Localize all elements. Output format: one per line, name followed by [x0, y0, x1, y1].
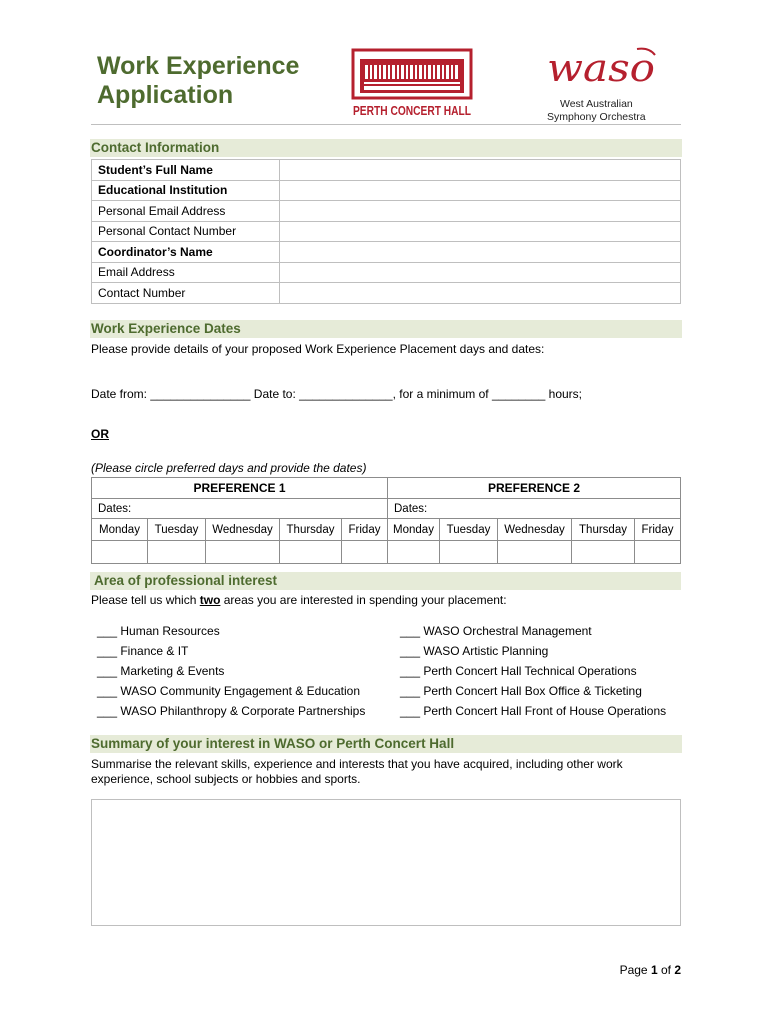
table-row [92, 283, 681, 304]
contact-table [91, 159, 681, 304]
dates-section-title: Work Experience Dates [90, 320, 682, 338]
or-label: OR [91, 427, 109, 441]
pref1-day-wednesday[interactable]: Wednesday [206, 519, 280, 541]
interest-intro-end: areas you are interested in spending your placement: [220, 593, 507, 607]
list-item[interactable]: ___ Perth Concert Hall Box Office & Ticketing [400, 684, 642, 698]
coordinator-name-field[interactable] [280, 242, 681, 263]
pref1-wednesday-cell[interactable] [206, 541, 280, 564]
preference-2-dates[interactable]: Dates: [388, 499, 681, 519]
personal-contact-field[interactable] [280, 221, 681, 242]
date-fill-line[interactable]: Date from: _______________ Date to: ______________, for a minimum of ________ hours; [91, 387, 583, 401]
pref2-day-thursday[interactable]: Thursday [572, 519, 635, 541]
list-item[interactable]: ___ WASO Artistic Planning [400, 644, 549, 658]
waso-logo [545, 45, 660, 123]
personal-contact-label: Personal Contact Number [92, 221, 280, 242]
pref2-day-tuesday[interactable]: Tuesday [440, 519, 498, 541]
student-name-field[interactable] [280, 160, 681, 181]
pch-logo-text: PERTH CONCERT HALL [353, 103, 472, 118]
page-title [97, 52, 299, 110]
summary-textbox[interactable] [91, 799, 681, 926]
coordinator-contact-field[interactable] [280, 283, 681, 304]
summary-line-2: experience, school subjects or hobbies and sports. [91, 772, 361, 786]
list-item[interactable]: ___ WASO Orchestral Management [400, 624, 592, 638]
title-line-2: Application [97, 81, 234, 109]
preference-1-header: PREFERENCE 1 [92, 478, 388, 499]
dates-intro: Please provide details of your proposed Work Experience Placement days and dates: [91, 342, 545, 356]
concert-hall-building-icon [352, 49, 472, 118]
table-row [92, 519, 681, 541]
perth-concert-hall-logo [352, 49, 472, 118]
personal-email-label: Personal Email Address [92, 201, 280, 222]
interest-list-left [97, 621, 365, 721]
table-row [92, 478, 681, 499]
header-divider [91, 124, 681, 125]
table-row [92, 499, 681, 519]
table-row [92, 201, 681, 222]
list-item[interactable]: ___ Marketing & Events [97, 664, 225, 678]
pref1-friday-cell[interactable] [342, 541, 388, 564]
pref2-tuesday-cell[interactable] [440, 541, 498, 564]
preference-table [91, 477, 681, 564]
interest-intro-two: two [199, 593, 221, 607]
institution-label: Educational Institution [92, 180, 280, 201]
waso-subtitle-1: West Australian [560, 98, 633, 110]
pref1-day-monday[interactable]: Monday [92, 519, 148, 541]
interest-intro [91, 593, 507, 608]
pref2-day-friday[interactable]: Friday [635, 519, 681, 541]
table-row [92, 221, 681, 242]
waso-subtitle-2: Symphony Orchestra [547, 111, 646, 123]
pref2-wednesday-cell[interactable] [498, 541, 572, 564]
contact-section-title: Contact Information [90, 139, 682, 157]
pref1-day-friday[interactable]: Friday [342, 519, 388, 541]
page-of: of [657, 963, 675, 977]
pref2-monday-cell[interactable] [388, 541, 440, 564]
preference-1-dates[interactable]: Dates: [92, 499, 388, 519]
page-number [620, 963, 681, 978]
pref1-thursday-cell[interactable] [280, 541, 342, 564]
institution-field[interactable] [280, 180, 681, 201]
circle-note: (Please circle preferred days and provide the dates) [91, 461, 367, 475]
waso-logo-text: waso [547, 46, 655, 90]
page-prefix: Page [619, 963, 651, 977]
interest-intro-start: Please tell us which [91, 593, 200, 607]
table-row [92, 160, 681, 181]
coordinator-email-label: Email Address [92, 262, 280, 283]
coordinator-contact-label: Contact Number [92, 283, 280, 304]
table-row [92, 541, 681, 564]
pref1-day-tuesday[interactable]: Tuesday [148, 519, 206, 541]
pref2-thursday-cell[interactable] [572, 541, 635, 564]
coordinator-email-field[interactable] [280, 262, 681, 283]
interest-list-right [400, 621, 666, 721]
list-item[interactable]: ___ Perth Concert Hall Front of House Operations [400, 704, 667, 718]
summary-section-title: Summary of your interest in WASO or Perth Concert Hall [90, 735, 682, 753]
pref1-monday-cell[interactable] [92, 541, 148, 564]
personal-email-field[interactable] [280, 201, 681, 222]
waso-wordmark-icon [545, 45, 660, 93]
pref1-day-thursday[interactable]: Thursday [280, 519, 342, 541]
student-name-label: Student’s Full Name [92, 160, 280, 181]
pref1-tuesday-cell[interactable] [148, 541, 206, 564]
preference-2-header: PREFERENCE 2 [388, 478, 681, 499]
list-item[interactable]: ___ Perth Concert Hall Technical Operations [400, 664, 637, 678]
list-item[interactable]: ___ WASO Community Engagement & Education [97, 684, 361, 698]
pref2-friday-cell[interactable] [635, 541, 681, 564]
list-item[interactable]: ___ Finance & IT [97, 644, 189, 658]
pref2-day-wednesday[interactable]: Wednesday [498, 519, 572, 541]
page-current: 1 [650, 963, 658, 977]
coordinator-name-label: Coordinator’s Name [92, 242, 280, 263]
table-row [92, 262, 681, 283]
list-item[interactable]: ___ WASO Philanthropy & Corporate Partnerships [97, 704, 366, 718]
list-item[interactable]: ___ Human Resources [97, 624, 220, 638]
table-row [92, 180, 681, 201]
table-row [92, 242, 681, 263]
summary-line-1: Summarise the relevant skills, experience and interests that you have acquired, including other work [91, 757, 623, 771]
pref2-day-monday[interactable]: Monday [388, 519, 440, 541]
interest-section-title: Area of professional interest [90, 572, 681, 590]
summary-instructions [91, 757, 623, 787]
page-total: 2 [674, 963, 681, 977]
title-line-1: Work Experience [97, 52, 300, 80]
